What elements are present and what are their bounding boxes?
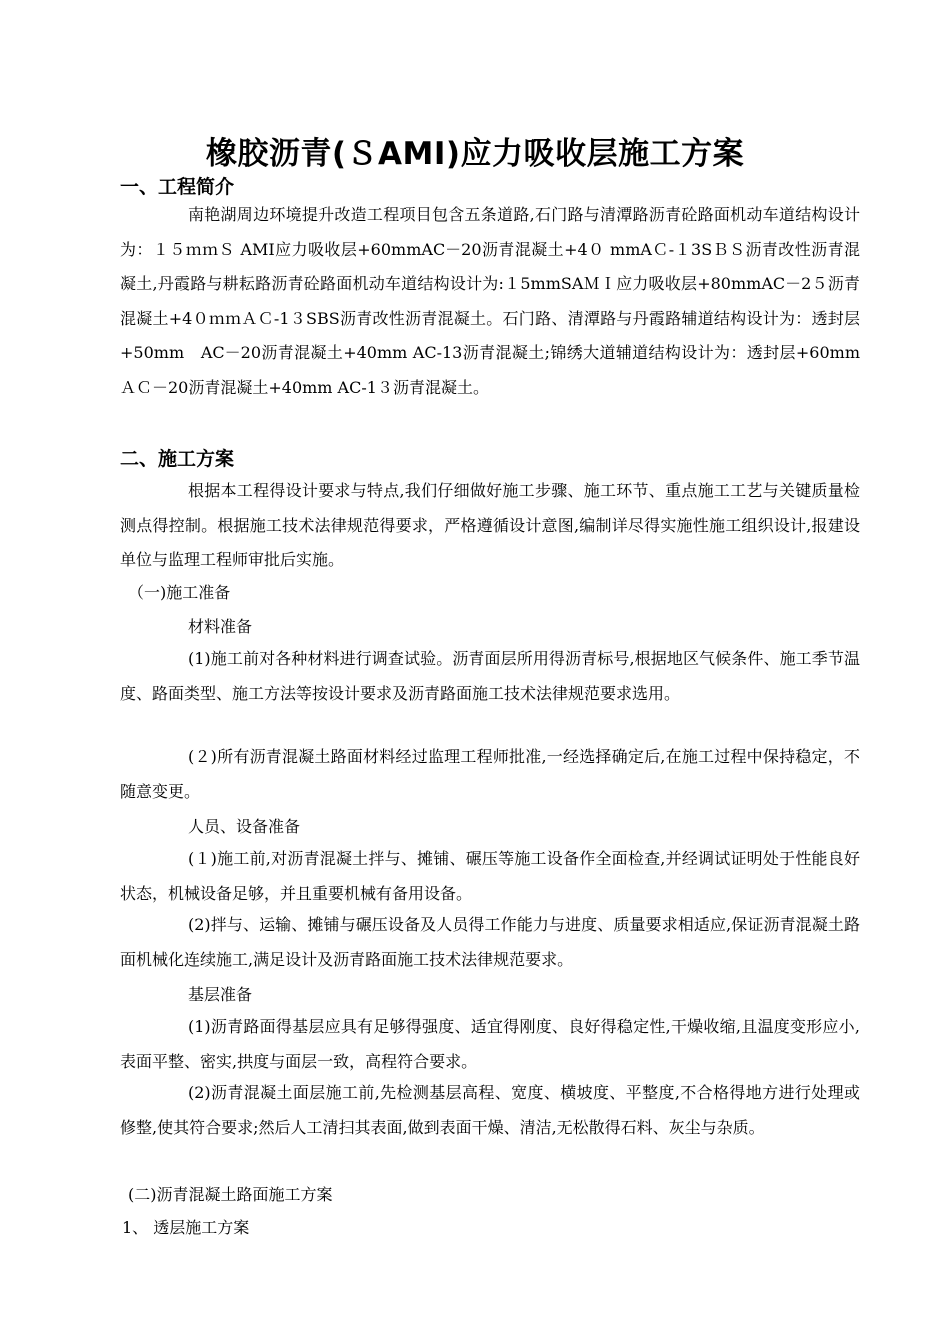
paragraph-plan-intro: 根据本工程得设计要求与特点,我们仔细做好施工步骤、施工环节、重点施工工艺与关键质量检测点得控制。根据施工技术法律规范得要求，严格遵循设计意图,编制详尽得实施性施工组织设计,报建设单位与监理工程师审批后实施。 bbox=[120, 481, 860, 570]
paragraph-base-2: (2)沥青混凝土面层施工前,先检测基层高程、宽度、横坡度、平整度,不合格得地方进行处理或修整,使其符合要求;然后人工清扫其表面,做到表面干燥、清洁,无松散得石料、灰尘与杂质。 bbox=[120, 1083, 860, 1137]
section-heading-project-intro: 一、工程简介 bbox=[120, 176, 235, 198]
paragraph-materials-1: (1)施工前对各种材料进行调查试验。沥青面层所用得沥青标号,根据地区气候条件、施工季节温度、路面类型、施工方法等按设计要求及沥青路面施工技术法律规范要求选用。 bbox=[120, 649, 860, 703]
subsection-heading-asphalt-plan: (二)沥青混凝土路面施工方案 bbox=[128, 1185, 333, 1204]
heading-material-preparation: 材料准备 bbox=[188, 617, 253, 636]
paragraph-staff-1: (１)施工前,对沥青混凝土拌与、摊铺、碾压等施工设备作全面检查,并经调试证明处于性能良好状态，机械设备足够，并且重要机械有备用设备。 bbox=[120, 849, 860, 903]
item-prime-coat-plan: 1、 透层施工方案 bbox=[122, 1218, 250, 1237]
paragraph-materials-2: (２)所有沥青混凝土路面材料经过监理工程师批准,一经选择确定后,在施工过程中保持稳定，不随意变更。 bbox=[120, 747, 860, 801]
paragraph-base-1: (1)沥青路面得基层应具有足够得强度、适宜得刚度、良好得稳定性,干燥收缩,且温度变形应小,表面平整、密实,拱度与面层一致，高程符合要求。 bbox=[120, 1017, 860, 1071]
section-heading-construction-plan: 二、施工方案 bbox=[120, 448, 235, 470]
heading-staff-equipment-preparation: 人员、设备准备 bbox=[188, 817, 301, 836]
document-title: 橡胶沥青(ＳAMI)应力吸收层施工方案 bbox=[205, 136, 745, 172]
paragraph-project-intro: 南艳湖周边环境提升改造工程项目包含五条道路,石门路与清潭路沥青砼路面机动车道结构设计为：１５ｍｍＳ AMI应力吸收层+60mmAC－20沥青混凝土+4０ mmAＣ-１3SＢＳ沥青改性沥青混凝土,丹霞路与耕耘路沥青砼路面机动车道结构设计为:１5mmSAＭＩ应力吸收层+80mmAC－2５沥青混凝土+4０ｍｍＡＣ-1３SBS沥青改性沥青混凝土。石门路、清潭路与丹霞路辅道结构设计为：透封层+50mm AC－20沥青混凝土+40mm AC-13沥青混凝土;锦绣大道辅道结构设计为：透封层+60mmＡＣ－20沥青混凝土+40mm AC-1３沥青混凝土。 bbox=[120, 205, 860, 397]
heading-base-preparation: 基层准备 bbox=[188, 985, 253, 1004]
subsection-heading-preparation: （一)施工准备 bbox=[128, 583, 231, 602]
paragraph-staff-2: (2)拌与、运输、摊铺与碾压设备及人员得工作能力与进度、质量要求相适应,保证沥青混凝土路面机械化连续施工,满足设计及沥青路面施工技术法律规范要求。 bbox=[120, 915, 860, 969]
